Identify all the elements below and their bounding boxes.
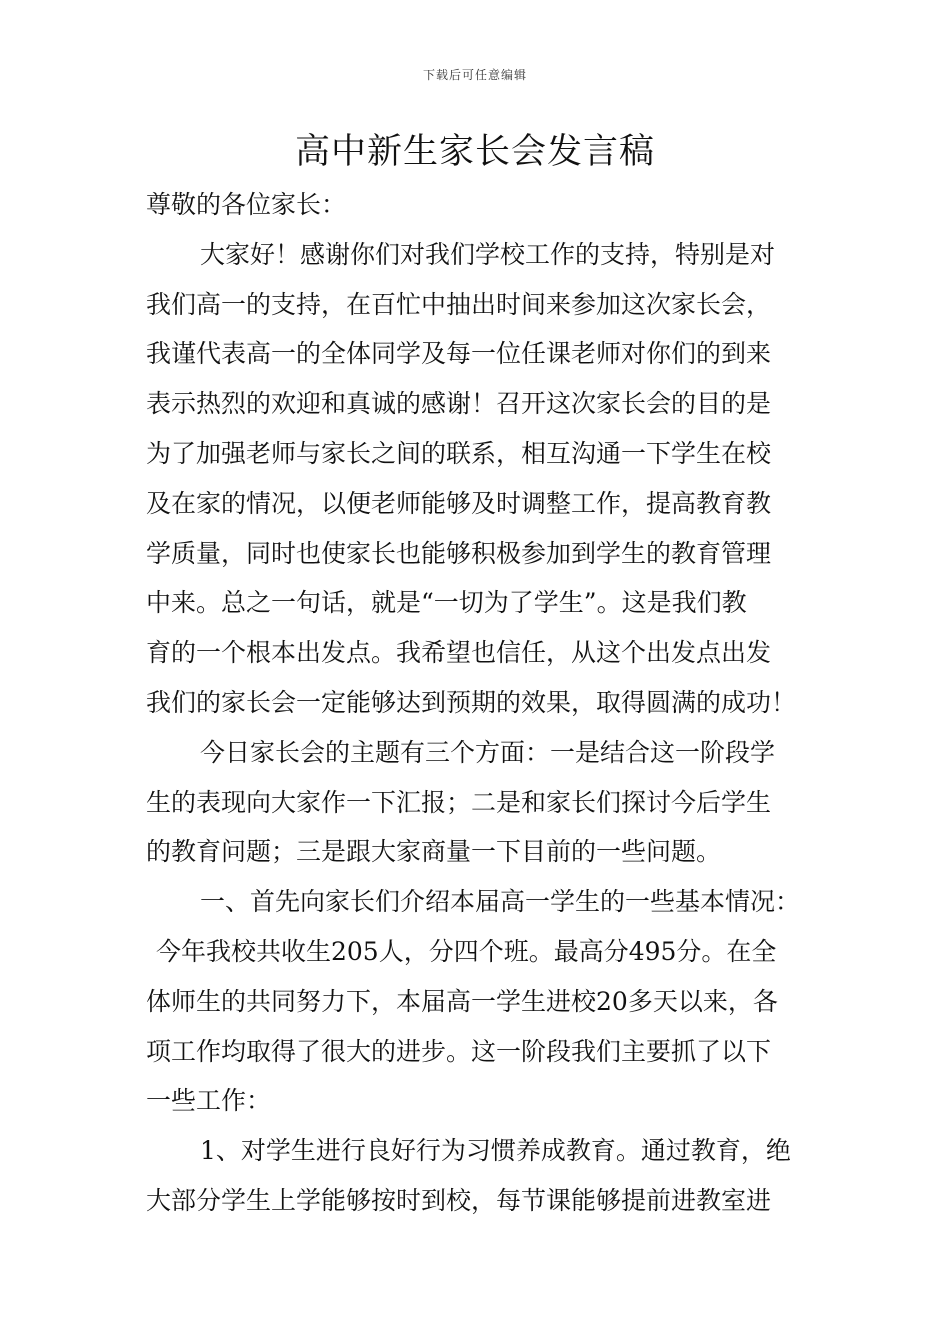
paragraph-line: 我们高一的支持，在百忙中抽出时间来参加这次家长会， xyxy=(146,289,772,319)
paragraph-line: 我谨代表高一的全体同学及每一位任课老师对你们的到来 xyxy=(146,339,772,369)
paragraph-line: 项工作均取得了很大的进步。这一阶段我们主要抓了以下 xyxy=(146,1036,772,1066)
list-item-line: 1、对学生进行良好行为习惯养成教育。通过教育，绝 xyxy=(200,1136,791,1166)
paragraph-line: 学质量，同时也使家长也能够积极参加到学生的教育管理 xyxy=(146,538,772,568)
header-note: 下载后可任意编辑 xyxy=(422,68,527,82)
salutation-line: 尊敬的各位家长： xyxy=(146,190,347,219)
document-title: 高中新生家长会发言稿 xyxy=(294,132,655,172)
paragraph-line: 今日家长会的主题有三个方面：一是结合这一阶段学 xyxy=(200,737,776,767)
paragraph-line: 大部分学生上学能够按时到校，每节课能够提前进教室进 xyxy=(146,1185,772,1215)
document-body xyxy=(146,180,826,1226)
paragraph-line: 及在家的情况，以便老师能够及时调整工作，提高教育教 xyxy=(146,488,772,518)
paragraph-line: 生的表现向大家作一下汇报；二是和家长们探讨今后学生 xyxy=(146,787,772,817)
paragraph-line: 为了加强老师与家长之间的联系，相互沟通一下学生在校 xyxy=(146,438,772,468)
section-heading-line: 一、首先向家长们介绍本届高一学生的一些基本情况： xyxy=(200,887,801,917)
paragraph-line: 大家好！感谢你们对我们学校工作的支持，特别是对 xyxy=(200,239,776,269)
paragraph-line: 今年我校共收生205人，分四个班。最高分495分。在全 xyxy=(156,936,777,966)
paragraph-line: 表示热烈的欢迎和真诚的感谢！召开这次家长会的目的是 xyxy=(146,389,772,419)
paragraph-line: 的教育问题；三是跟大家商量一下目前的一些问题。 xyxy=(146,837,722,867)
paragraph-line: 我们的家长会一定能够达到预期的效果，取得圆满的成功！ xyxy=(146,687,797,717)
paragraph-line: 育的一个根本出发点。我希望也信任，从这个出发点出发 xyxy=(146,638,772,668)
paragraph-line: 一些工作： xyxy=(146,1086,272,1116)
paragraph-line: 体师生的共同努力下，本届高一学生进校20多天以来，各 xyxy=(146,986,778,1016)
paragraph-line: 中来。总之一句话，就是“一切为了学生”。这是我们教 xyxy=(146,588,747,618)
